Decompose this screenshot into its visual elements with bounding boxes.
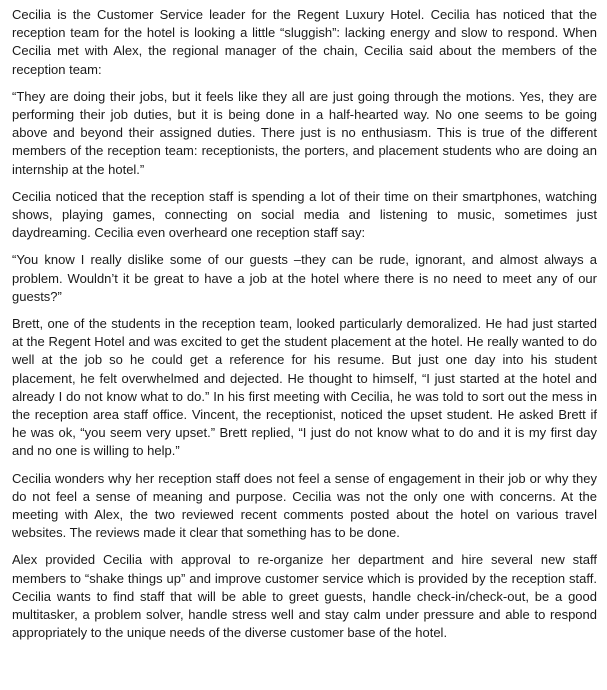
paragraph-engagement: Cecilia wonders why her reception staff does not feel a sense of engagement in their job or why they do not feel a sense of meaning and purpose. Cecilia was not the only one with concerns. At the meeting with Alex, the two reviewed recent comments posted about the hotel on various travel websites. The reviews made it clear that something has to be done. bbox=[12, 470, 597, 541]
paragraph-reorganize: Alex provided Cecilia with approval to re-organize her department and hire several new staff members to “shake things up” and improve customer service which is provided by the reception staff. Cecilia wants to find staff that will be able to greet guests, handle check-in/check-out, be a good multitasker, a problem solver, handle stress well and stay calm under pressure and able to respond appropriately to the unique needs of the diverse customer base of the hotel. bbox=[12, 552, 597, 641]
paragraph-staff-behavior: Cecilia noticed that the reception staff is spending a lot of their time on their smartphones, watching shows, playing games, connecting on social media and listening to music, sometimes just daydreaming. Cecilia even overheard one reception staff say: bbox=[12, 188, 597, 241]
paragraph-intro: Cecilia is the Customer Service leader for the Regent Luxury Hotel. Cecilia has noticed that the reception team for the hotel is looking a little “sluggish”: lacking energy and slow to respond. When Cecilia met with Alex, the regional manager of the chain, Cecilia said about the members of the reception team: bbox=[12, 7, 597, 77]
paragraph-quote-staff: “You know I really dislike some of our guests –they can be rude, ignorant, and almost always a problem. Wouldn’t it be great to have a job at the hotel where there is no need to meet any of our guests?” bbox=[12, 252, 597, 304]
paragraph-brett: Brett, one of the students in the reception team, looked particularly demoralized. He had just started at the Regent Hotel and was excited to get the student placement at the hotel. He really wanted to do well at the job so he could get a reference for his resume. But just one day into his student placement, he felt overwhelmed and dejected. He thought to himself, “I just started at the hotel and already I do not know what to do.” In his first meeting with Cecilia, he was told to sort out the mess in the reception area staff office. Vincent, the receptionist, noticed the upset student. He asked Brett if he was ok, “you seem very upset.” Brett replied, “I just do not know what to do and it is my first day and no one is willing to help.” bbox=[12, 316, 597, 459]
paragraph-quote-cecilia: “They are doing their jobs, but it feels like they all are just going through the motions. Yes, they are performing their job duties, but it is being done in a half-hearted way. No one seems to be going above and beyond their assigned duties. There just is no enthusiasm. This is true of the different members of the reception team: receptionists, the porters, and placement students who are doing an internship at the hotel.” bbox=[12, 88, 597, 177]
